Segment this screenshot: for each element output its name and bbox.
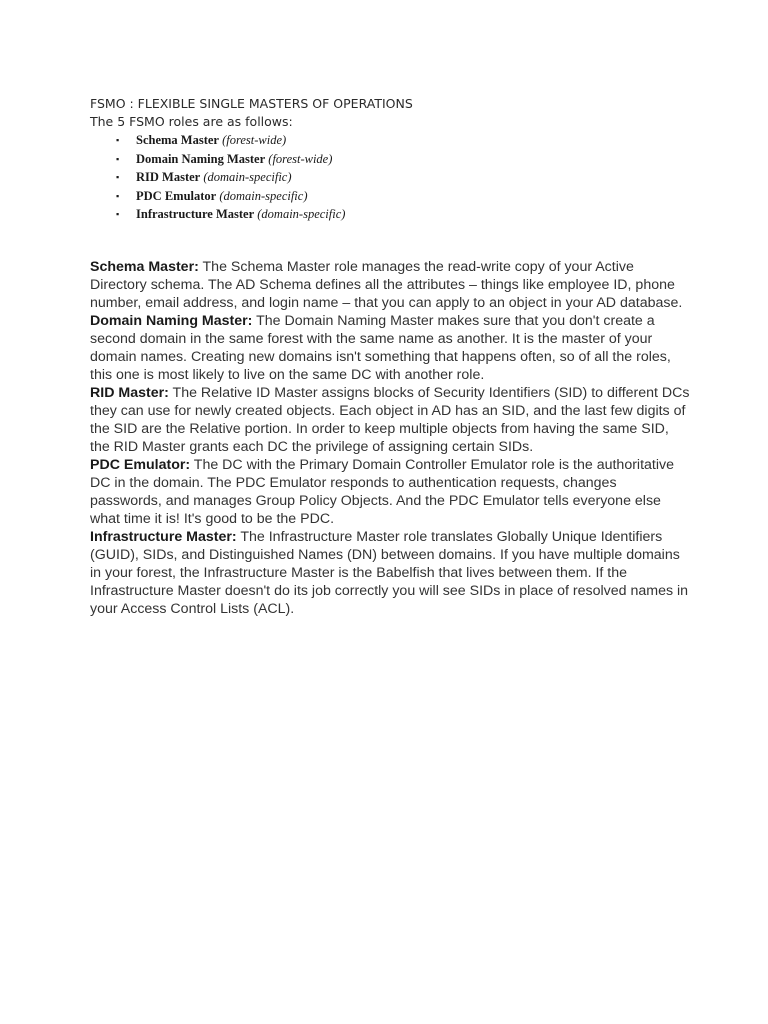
document-heading: FSMO : FLEXIBLE SINGLE MASTERS OF OPERATIONS: [90, 96, 413, 111]
role-scope: (domain-specific): [203, 170, 292, 184]
paragraph-text: The Domain Naming Master makes sure that you don't create a second domain in the same forest with the same name as another. It is the master of your domain names. Creating new domains isn't something that happens often, so of all the roles, this one is most likely to live on the same DC with another role.: [90, 312, 671, 383]
paragraph-text: The Relative ID Master assigns blocks of Security Identifiers (SID) to different DCs they can use for newly created objects. Each object in AD has an SID, and the last few digits of the SID are the Relative portion. In order to keep multiple objects from having the same SID, the RID Master grants each DC the privilege of assigning certain SIDs.: [90, 384, 690, 455]
document-page: [90, 95, 690, 618]
paragraph-pdc-emulator: [90, 456, 690, 528]
role-name: Domain Naming Master: [136, 151, 266, 166]
list-item: [116, 131, 690, 150]
role-name: Infrastructure Master: [136, 207, 255, 221]
paragraph-text: The Schema Master role manages the read-write copy of your Active Directory schema. The AD Schema defines all the attributes – things like employee ID, phone number, email address, and login name – that you can apply to an object in your AD database.: [90, 258, 683, 311]
paragraph-text: The DC with the Primary Domain Controller Emulator role is the authoritative DC in the domain. The PDC Emulator responds to authentication requests, changes passwords, and manages Group Policy Objects. And the PDC Emulator tells everyone else what time it is! It's good to be the PDC.: [90, 456, 674, 527]
paragraph-term: Domain Naming Master:: [90, 312, 253, 329]
paragraph-term: Infrastructure Master:: [90, 528, 237, 545]
list-item: [116, 168, 690, 187]
fsmo-roles-list: [90, 131, 690, 224]
document-intro: The 5 FSMO roles are as follows:: [90, 114, 293, 129]
paragraph-schema-master: [90, 258, 690, 312]
paragraph-infrastructure-master: [90, 528, 690, 618]
bullet-icon: ▪: [116, 209, 120, 219]
role-descriptions: [90, 258, 690, 618]
list-item: [116, 187, 690, 206]
bullet-icon: ▪: [116, 172, 120, 182]
bullet-icon: ▪: [116, 135, 120, 145]
bullet-icon: ▪: [116, 190, 120, 201]
list-item: [116, 150, 690, 169]
role-scope: (domain-specific): [257, 207, 346, 221]
paragraph-domain-naming-master: [90, 312, 690, 384]
role-scope: (forest-wide): [222, 133, 287, 147]
role-scope: (forest-wide): [268, 151, 333, 166]
paragraph-term: RID Master:: [90, 384, 169, 401]
list-item: [116, 205, 690, 224]
paragraph-term: PDC Emulator:: [90, 456, 191, 473]
paragraph-rid-master: [90, 384, 690, 456]
role-name: Schema Master: [136, 133, 219, 147]
role-name: PDC Emulator: [136, 188, 217, 203]
bullet-icon: ▪: [116, 153, 120, 164]
role-name: RID Master: [136, 170, 201, 184]
role-scope: (domain-specific): [219, 188, 308, 203]
paragraph-term: Schema Master:: [90, 258, 199, 275]
paragraph-text: The Infrastructure Master role translates Globally Unique Identifiers (GUID), SIDs, and Distinguished Names (DN) between domains. If you have multiple domains in your forest, the Infrastructure Master is the Babelfish that lives between them. If the Infrastructure Master doesn't do its job correctly you will see SIDs in place of resolved names in your Access Control Lists (ACL).: [90, 528, 689, 617]
